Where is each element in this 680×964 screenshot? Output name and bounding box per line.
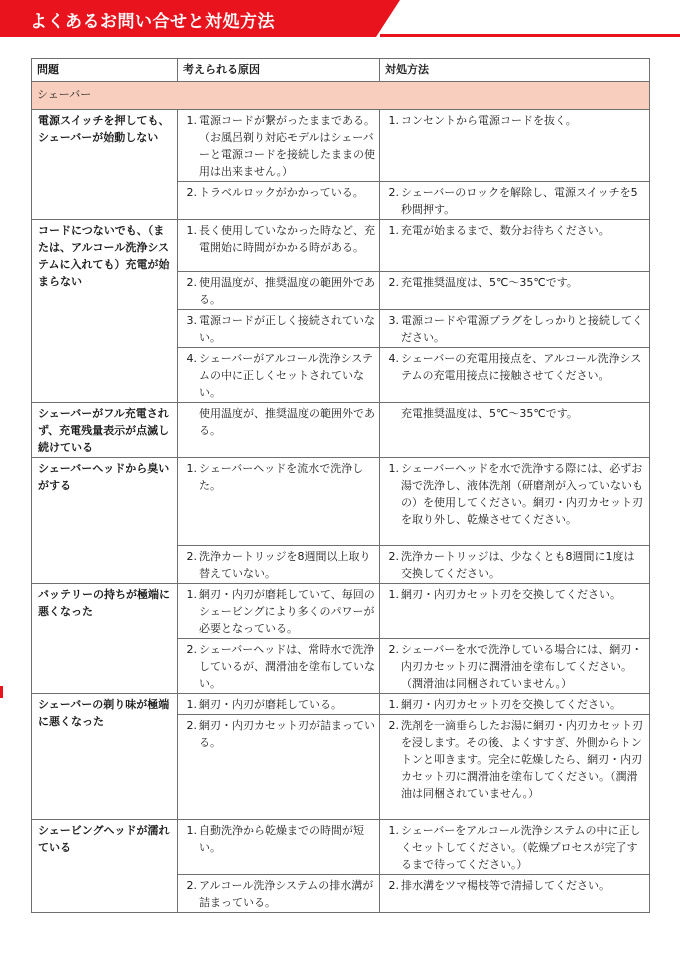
page-title: よくあるお問い合せと対処方法: [30, 12, 275, 32]
cause-cell: [178, 584, 380, 639]
solution-cell: [380, 875, 650, 913]
cause-cell: [178, 310, 380, 348]
title-rule: [380, 34, 680, 37]
problem-cell: シェーバーの剃り味が極端に悪くなった: [32, 694, 178, 820]
solution-cell: [380, 715, 650, 820]
cause-cell-number: 2.: [186, 643, 197, 656]
solution-cell: [380, 272, 650, 310]
problem-cell: 電源スイッチを押しても、シェーバーが始動しない: [32, 110, 178, 220]
solution-cell: [380, 639, 650, 694]
solution-cell: [380, 182, 650, 220]
cause-cell-text: 自動洗浄から乾燥までの時間が短い。: [199, 824, 364, 854]
cause-cell: [178, 110, 380, 182]
problem-cell: バッテリーの持ちが極端に悪くなった: [32, 584, 178, 694]
solution-cell: [380, 694, 650, 715]
cause-cell-number: [183, 405, 199, 439]
solution-cell-text: シェーバーを水で洗浄している場合には、網刃・内刃カセット刃に潤滑油を塗布してください。（潤滑油は同梱されていません。）: [401, 643, 643, 690]
solution-cell-number: 2.: [388, 550, 399, 563]
solution-cell: [380, 110, 650, 182]
problem-cell: シェーバーがフル充電されず、充電残量表示が点滅し続けている: [32, 403, 178, 458]
solution-cell: [380, 310, 650, 348]
cause-cell: [178, 348, 380, 403]
cause-cell: [178, 694, 380, 715]
table-row: [32, 403, 650, 458]
cause-cell-text: 電源コードが繋がったままである。（お風呂剃り対応モデルはシェーバーと電源コードを接続したままの使用は出来ません。）: [199, 114, 375, 178]
cause-cell: [178, 875, 380, 913]
cause-cell-text: 電源コードが正しく接続されていない。: [199, 314, 375, 344]
solution-cell-text: 網刃・内刃カセット刃を交換してください。: [401, 698, 621, 711]
page-edge-mark: [0, 686, 3, 698]
solution-cell-text: 洗浄カートリッジは、少なくとも8週間に1度は交換してください。: [401, 550, 635, 580]
solution-cell-number: 1.: [388, 224, 399, 237]
solution-cell-number: 4.: [388, 352, 399, 365]
solution-cell: [380, 348, 650, 403]
cause-cell: [178, 403, 380, 458]
cause-cell-text: シェーバーヘッドは、常時水で洗浄しているが、潤滑油を塗布していない。: [199, 643, 375, 690]
problem-cell: シェービングヘッドが濡れている: [32, 820, 178, 913]
solution-cell-number: 1.: [388, 698, 399, 711]
solution-cell-text: 充電推奨温度は、5℃〜35℃です。: [401, 276, 578, 289]
cause-cell-text: 使用温度が、推奨温度の範囲外である。: [199, 407, 375, 437]
solution-cell-number: 2.: [388, 879, 399, 892]
solution-cell-number: 2.: [388, 186, 399, 199]
solution-cell-number: 1.: [388, 824, 399, 837]
cause-cell-text: 網刃・内刃が磨耗している。: [199, 698, 342, 711]
cause-cell-number: 1.: [186, 224, 197, 237]
table-row: [32, 220, 650, 272]
cause-cell: [178, 639, 380, 694]
solution-cell-number: 2.: [388, 719, 399, 732]
cause-cell: [178, 458, 380, 546]
solution-cell: [380, 584, 650, 639]
cause-cell-number: 1.: [186, 698, 197, 711]
faq-table: [31, 58, 650, 913]
cause-cell-text: 網刃・内刃カセット刃が詰まっている。: [199, 719, 375, 749]
table-header-row: [32, 59, 650, 82]
cause-cell-number: 2.: [186, 186, 197, 199]
cause-cell-text: シェーバーヘッドを流水で洗浄した。: [199, 462, 364, 492]
solution-cell-number: 1.: [388, 462, 399, 475]
solution-cell-number: 2.: [388, 276, 399, 289]
header-cause: 考えられる原因: [178, 59, 380, 82]
problem-cell: シェーバーヘッドから臭いがする: [32, 458, 178, 584]
cause-cell-number: 2.: [186, 719, 197, 732]
solution-cell: [380, 458, 650, 546]
cause-cell-text: トラベルロックがかかっている。: [199, 186, 364, 199]
section-label: シェーバー: [32, 82, 650, 110]
solution-cell-text: 洗剤を一滴垂らしたお湯に網刃・内刃カセット刃を浸します。その後、よくすすぎ、外側からトントンと叩きます。完全に乾燥したら、網刃・内刃カセット刃に潤滑油を塗布してください。（潤滑油は同梱されていません。）: [401, 719, 643, 800]
table-row: [32, 584, 650, 639]
cause-cell-number: 4.: [186, 352, 197, 365]
solution-cell-number: 1.: [388, 114, 399, 127]
solution-cell-number: 1.: [388, 588, 399, 601]
solution-cell-number: 3.: [388, 314, 399, 327]
solution-cell: [380, 546, 650, 584]
solution-cell-number: [385, 405, 401, 422]
table-row: [32, 458, 650, 546]
cause-cell: [178, 820, 380, 875]
section-row: [32, 82, 650, 110]
solution-cell-text: シェーバーのロックを解除し、電源スイッチを5秒間押す。: [401, 186, 638, 216]
cause-cell: [178, 272, 380, 310]
header-problem: 問題: [32, 59, 178, 82]
cause-cell-text: 網刃・内刃が磨耗していて、毎回のシェービングにより多くのパワーが必要となっている。: [199, 588, 375, 635]
table-row: [32, 820, 650, 875]
cause-cell-text: アルコール洗浄システムの排水溝が詰まっている。: [199, 879, 374, 909]
solution-cell: [380, 220, 650, 272]
solution-cell-text: シェーバーの充電用接点を、アルコール洗浄システムの充電用接点に接触させてください。: [401, 352, 642, 382]
solution-cell-text: 充電が始まるまで、数分お待ちください。: [401, 224, 610, 237]
solution-cell-text: 排水溝をツマ楊枝等で清掃してください。: [401, 879, 610, 892]
table-row: [32, 110, 650, 182]
cause-cell-text: 使用温度が、推奨温度の範囲外である。: [199, 276, 375, 306]
cause-cell-text: 洗浄カートリッジを8週間以上取り替えていない。: [199, 550, 371, 580]
solution-cell-text: シェーバーヘッドを水で洗浄する際には、必ずお湯で洗浄し、液体洗剤（研磨剤が入っていないもの）を使用してください。網刃・内刃カセット刃を取り外し、乾燥させてください。: [401, 462, 643, 526]
solution-cell-text: 網刃・内刃カセット刃を交換してください。: [401, 588, 621, 601]
cause-cell: [178, 715, 380, 820]
cause-cell-text: シェーバーがアルコール洗浄システムの中に正しくセットされていない。: [199, 352, 374, 399]
cause-cell-number: 1.: [186, 588, 197, 601]
solution-cell-text: 充電推奨温度は、5℃〜35℃です。: [401, 407, 578, 420]
header-solution: 対処方法: [380, 59, 650, 82]
problem-cell: コードにつないでも、（または、アルコール洗浄システムに入れても）充電が始まらない: [32, 220, 178, 403]
cause-cell-text: 長く使用していなかった時など、充電開始に時間がかかる時がある。: [199, 224, 375, 254]
table-body: [32, 82, 650, 913]
cause-cell-number: 2.: [186, 276, 197, 289]
cause-cell: [178, 546, 380, 584]
cause-cell-number: 2.: [186, 550, 197, 563]
solution-cell-text: シェーバーをアルコール洗浄システムの中に正しくセットしてください。（乾燥プロセスが完了するまで待ってください。）: [401, 824, 641, 871]
solution-cell-text: コンセントから電源コードを抜く。: [401, 114, 577, 127]
cause-cell: [178, 220, 380, 272]
solution-cell-text: 電源コードや電源プラグをしっかりと接続してください。: [401, 314, 643, 344]
cause-cell-number: 1.: [186, 824, 197, 837]
cause-cell-number: 3.: [186, 314, 197, 327]
cause-cell-number: 1.: [186, 114, 197, 127]
table-row: [32, 694, 650, 715]
solution-cell: [380, 403, 650, 458]
solution-cell-number: 2.: [388, 643, 399, 656]
cause-cell-number: 2.: [186, 879, 197, 892]
cause-cell-number: 1.: [186, 462, 197, 475]
cause-cell: [178, 182, 380, 220]
solution-cell: [380, 820, 650, 875]
